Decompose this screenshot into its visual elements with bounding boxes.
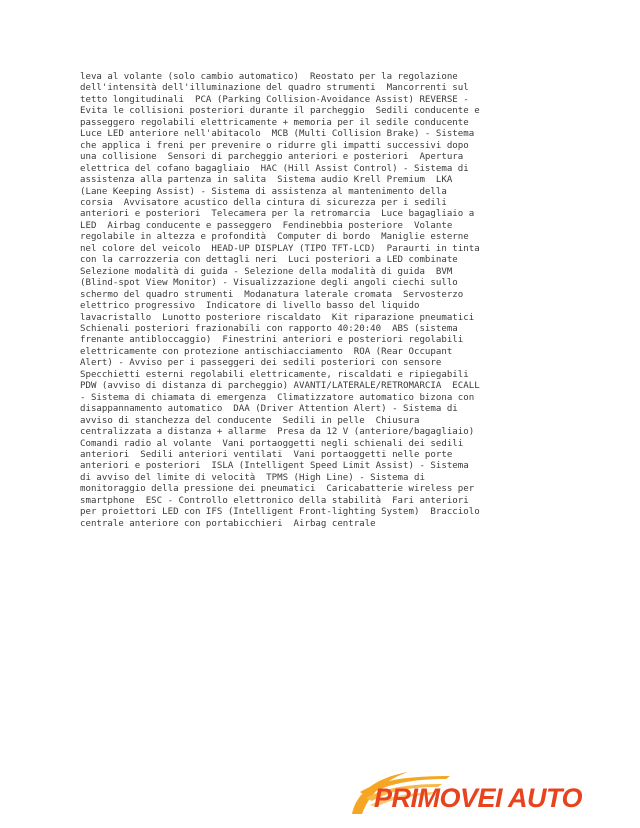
text-line: (Blind-spot View Monitor) - Visualizzazione degli angoli ciechi sullo — [80, 278, 458, 289]
text-line: avviso di stanchezza del conducente Sedili in pelle Chiusura — [80, 415, 420, 426]
text-line: anteriori e posteriori Telecamera per la retromarcia Luce bagagliaio a — [80, 209, 475, 220]
text-line: leva al volante (solo cambio automatico) Reostato per la regolazione — [80, 72, 458, 82]
text-line: disappannamento automatico DAA (Driver Attention Alert) - Sistema di — [80, 404, 458, 415]
text-line: elettricamente con protezione antischiacciamento ROA (Rear Occupant — [80, 346, 453, 357]
text-line: smartphone ESC - Controllo elettronico della stabilità Fari anteriori — [80, 495, 469, 506]
text-line: per proiettori LED con IFS (Intelligent Front-lighting System) Bracciolo — [80, 507, 480, 518]
text-line: corsia Avvisatore acustico della cintura di sicurezza per i sedili — [80, 197, 447, 208]
text-line: Comandi radio al volante Vani portaoggetti negli schienali dei sedili — [80, 438, 464, 449]
text-line: LED Airbag conducente e passeggero Fendinebbia posteriore Volante — [80, 220, 453, 231]
text-line: schermo del quadro strumenti Modanatura laterale cromata Servosterzo — [80, 289, 464, 300]
text-line: Selezione modalità di guida - Selezione della modalità di guida BVM — [80, 266, 453, 277]
company-logo — [346, 768, 632, 818]
text-line: Luce LED anteriore nell'abitacolo MCB (Multi Collision Brake) - Sistema — [80, 129, 475, 140]
text-line: - Sistema di chiamata di emergenza Climatizzatore automatico bizona con — [80, 392, 475, 403]
text-line: centralizzata a distanza + allarme Presa da 12 V (anteriore/bagagliaio) — [80, 427, 475, 438]
text-line: tetto longitudinali PCA (Parking Collision-Avoidance Assist) REVERSE - — [80, 94, 469, 105]
text-line: (Lane Keeping Assist) - Sistema di assistenza al mantenimento della — [80, 186, 447, 197]
text-line: elettrica del cofano bagagliaio HAC (Hill Assist Control) - Sistema di — [80, 163, 469, 174]
text-line: lavacristallo Lunotto posteriore riscaldato Kit riparazione pneumatici — [80, 312, 475, 323]
text-line: PDW (avviso di distanza di parcheggio) AVANTI/LATERALE/RETROMARCIA ECALL — [80, 381, 480, 392]
text-line: una collisione Sensori di parcheggio anteriori e posteriori Apertura — [80, 152, 464, 163]
text-line: monitoraggio della pressione dei pneumatici Caricabatterie wireless per — [80, 484, 475, 495]
text-line: di avviso del limite di velocità TPMS (High Line) - Sistema di — [80, 472, 425, 483]
text-line: anteriori Sedili anteriori ventilati Vani portaoggetti nelle porte — [80, 449, 453, 460]
text-line: passeggero regolabili elettricamente + memoria per il sedile conducente — [80, 117, 469, 128]
text-line: che applica i freni per prevenire o ridurre gli impatti successivi dopo — [80, 140, 469, 151]
logo-wordmark: PRIMOVEI AUTO — [374, 783, 583, 813]
text-line: frenante antibloccaggio) Finestrini anteriori e posteriori regolabili — [80, 335, 464, 346]
text-line: con la carrozzeria con dettagli neri Luci posteriori a LED combinate — [80, 255, 458, 266]
text-line: dell'intensità dell'illuminazione del quadro strumenti Mancorrenti sul — [80, 83, 469, 94]
text-line: anteriori e posteriori ISLA (Intelligent Speed Limit Assist) - Sistema — [80, 461, 469, 472]
text-line: Evita le collisioni posteriori durante il parcheggio Sedili conducente e — [80, 106, 480, 117]
text-line: regolabile in altezza e profondità Computer di bordo Maniglie esterne — [80, 232, 469, 243]
text-line: nel colore del veicolo HEAD-UP DISPLAY (TIPO TFT-LCD) Paraurti in tinta — [80, 243, 480, 254]
text-line: centrale anteriore con portabicchieri Airbag centrale — [80, 518, 376, 529]
text-line: Schienali posteriori frazionabili con rapporto 40:20:40 ABS (sistema — [80, 323, 458, 334]
document-body — [80, 72, 566, 530]
text-line: elettrico progressivo Indicatore di livello basso del liquido — [80, 301, 420, 312]
text-line: assistenza alla partenza in salita Sistema audio Krell Premium LKA — [80, 175, 453, 186]
text-line: Alert) - Avviso per i passeggeri dei sedili posteriori con sensore — [80, 358, 442, 369]
text-line: Specchietti esterni regolabili elettricamente, riscaldati e ripiegabili — [80, 369, 469, 380]
